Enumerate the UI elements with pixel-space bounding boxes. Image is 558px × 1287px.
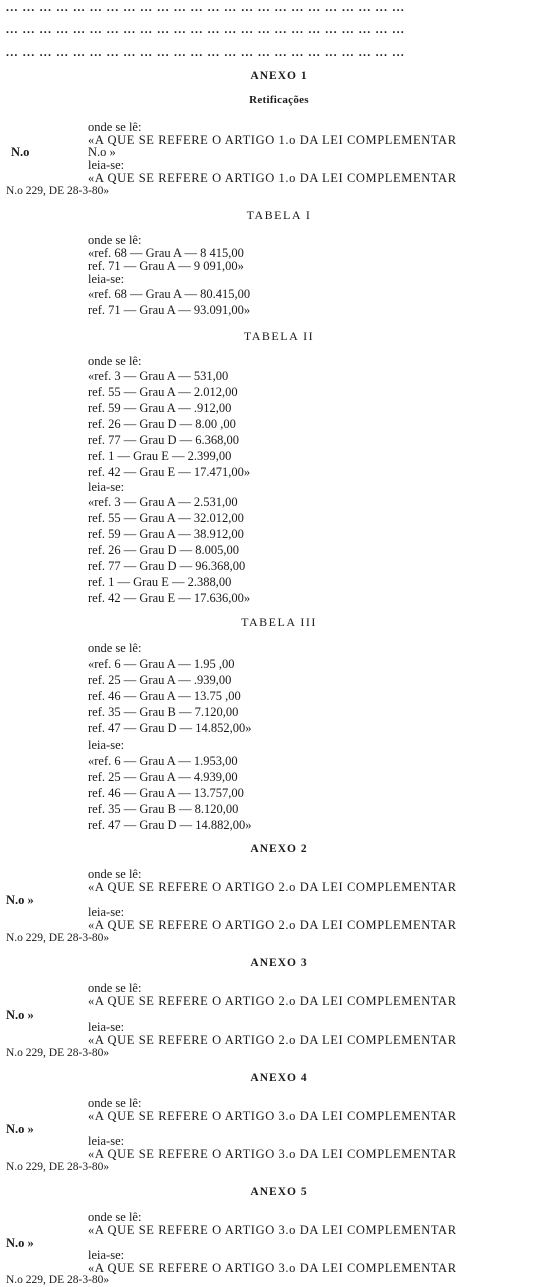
- ref-line: ref. 77 — Grau D — 6.368,00: [88, 433, 240, 447]
- onde-se-le-label: onde se lê:: [88, 120, 142, 134]
- ref-line: ref. 59 — Grau A — 38.912,00: [88, 527, 244, 541]
- dotted-leader: ... ... ... ... ... ... ... ... ... ... ... ... ... ... ... ... ... ... ... ... ... ... ... ...: [6, 45, 405, 59]
- tabela-1-title: TABELA I: [246, 208, 312, 222]
- ref-line: ref. 35 — Grau B — 8.120,00: [88, 802, 239, 816]
- onde-number-tail: N.o »: [88, 145, 116, 159]
- onde-number-label: N.o »: [6, 1122, 34, 1136]
- onde-number-label: N.o »: [6, 1236, 34, 1250]
- ref-line: ref. 26 — Grau D — 8.005,00: [88, 543, 240, 557]
- dotted-leader: ... ... ... ... ... ... ... ... ... ... ... ... ... ... ... ... ... ... ... ... ... ... ... ...: [6, 22, 405, 36]
- anexo-1-subtitle: Retificações: [249, 94, 309, 106]
- dotted-leader: ... ... ... ... ... ... ... ... ... ... ... ... ... ... ... ... ... ... ... ... ... ... ... ...: [6, 0, 405, 14]
- tabela-3-title: TABELA III: [241, 615, 317, 629]
- leia-text: «A QUE SE REFERE O ARTIGO 2.o DA LEI COMPLEMENTAR: [88, 918, 457, 932]
- leia-text: «A QUE SE REFERE O ARTIGO 1.o DA LEI COMPLEMENTAR: [88, 171, 457, 185]
- anexo-1-title: ANEXO 1: [250, 70, 308, 82]
- ref-line: ref. 25 — Grau A — 4.939,00: [88, 770, 238, 784]
- ref-line: ref. 35 — Grau B — 7.120,00: [88, 705, 239, 719]
- onde-se-le-label: onde se lê:: [88, 867, 142, 881]
- onde-number-label: N.o »: [6, 1008, 34, 1022]
- ref-line: ref. 26 — Grau D — 8.00 ,00: [88, 417, 236, 431]
- ref-line: ref. 1 — Grau E — 2.399,00: [88, 449, 232, 463]
- tabela-2-title: TABELA II: [243, 329, 315, 343]
- onde-text: «A QUE SE REFERE O ARTIGO 1.o DA LEI COMPLEMENTAR: [88, 133, 457, 147]
- leia-se-label: leia-se:: [88, 158, 125, 172]
- onde-text: «A QUE SE REFERE O ARTIGO 3.o DA LEI COMPLEMENTAR: [88, 1223, 457, 1237]
- ref-line: ref. 55 — Grau A — 2.012,00: [88, 385, 238, 399]
- ref-line: ref. 1 — Grau E — 2.388,00: [88, 575, 232, 589]
- leia-text: «A QUE SE REFERE O ARTIGO 2.o DA LEI COMPLEMENTAR: [88, 1033, 457, 1047]
- onde-text: «A QUE SE REFERE O ARTIGO 3.o DA LEI COMPLEMENTAR: [88, 1109, 457, 1123]
- onde-se-le-label: onde se lê:: [88, 354, 142, 368]
- leia-se-label: leia-se:: [88, 905, 125, 919]
- leia-se-label: leia-se:: [88, 1020, 125, 1034]
- leia-se-label: leia-se:: [88, 480, 125, 494]
- onde-text: «A QUE SE REFERE O ARTIGO 2.o DA LEI COMPLEMENTAR: [88, 994, 457, 1008]
- ref-line: ref. 42 — Grau E — 17.471,00»: [88, 465, 251, 479]
- leia-se-label: leia-se:: [88, 1248, 125, 1262]
- ref-line: ref. 77 — Grau D — 96.368,00: [88, 559, 246, 573]
- ref-line: ref. 42 — Grau E — 17.636,00»: [88, 591, 251, 605]
- ref-line: ref. 25 — Grau A — .939,00: [88, 673, 232, 687]
- leia-se-label: leia-se:: [88, 1134, 125, 1148]
- anexo-3-title: ANEXO 3: [250, 957, 308, 969]
- leia-tail: N.o 229, DE 28-3-80»: [6, 932, 110, 944]
- anexo-5-title: ANEXO 5: [250, 1186, 308, 1198]
- ref-line: ref. 71 — Grau A — 9 091,00»: [88, 259, 244, 273]
- onde-se-le-label: onde se lê:: [88, 1210, 142, 1224]
- leia-tail: N.o 229, DE 28-3-80»: [6, 1047, 110, 1059]
- ref-line: ref. 59 — Grau A — .912,00: [88, 401, 232, 415]
- leia-text: «A QUE SE REFERE O ARTIGO 3.o DA LEI COMPLEMENTAR: [88, 1147, 457, 1161]
- onde-se-le-label: onde se lê:: [88, 233, 142, 247]
- anexo-2-title: ANEXO 2: [250, 843, 308, 855]
- onde-se-le-label: onde se lê:: [88, 981, 142, 995]
- leia-text: «A QUE SE REFERE O ARTIGO 3.o DA LEI COMPLEMENTAR: [88, 1261, 457, 1275]
- ref-line: ref. 55 — Grau A — 32.012,00: [88, 511, 244, 525]
- ref-line: ref. 47 — Grau D — 14.852,00»: [88, 721, 252, 735]
- leia-se-label: leia-se:: [88, 738, 125, 752]
- leia-tail: N.o 229, DE 28-3-80»: [6, 1161, 110, 1173]
- ref-line: «ref. 6 — Grau A — 1.95 ,00: [88, 657, 235, 671]
- onde-number-label: N.o »: [6, 893, 34, 907]
- ref-line: ref. 71 — Grau A — 93.091,00»: [88, 303, 251, 317]
- onde-se-le-label: onde se lê:: [88, 1096, 142, 1110]
- leia-tail: N.o 229, DE 28-3-80»: [6, 185, 110, 197]
- ref-line: «ref. 3 — Grau A — 531,00: [88, 369, 229, 383]
- anexo-4-title: ANEXO 4: [250, 1072, 308, 1084]
- leia-tail: N.o 229, DE 28-3-80»: [6, 1274, 110, 1286]
- ref-line: «ref. 3 — Grau A — 2.531,00: [88, 495, 238, 509]
- ref-line: «ref. 6 — Grau A — 1.953,00: [88, 754, 238, 768]
- onde-number-label: N.o: [11, 145, 30, 159]
- ref-line: ref. 47 — Grau D — 14.882,00»: [88, 818, 252, 832]
- ref-line: «ref. 68 — Grau A — 80.415,00: [88, 287, 251, 301]
- ref-line: ref. 46 — Grau A — 13.75 ,00: [88, 689, 241, 703]
- ref-line: ref. 46 — Grau A — 13.757,00: [88, 786, 244, 800]
- onde-se-le-label: onde se lê:: [88, 641, 142, 655]
- onde-text: «A QUE SE REFERE O ARTIGO 2.o DA LEI COMPLEMENTAR: [88, 880, 457, 894]
- leia-se-label: leia-se:: [88, 272, 125, 286]
- ref-line: «ref. 68 — Grau A — 8 415,00: [88, 246, 244, 260]
